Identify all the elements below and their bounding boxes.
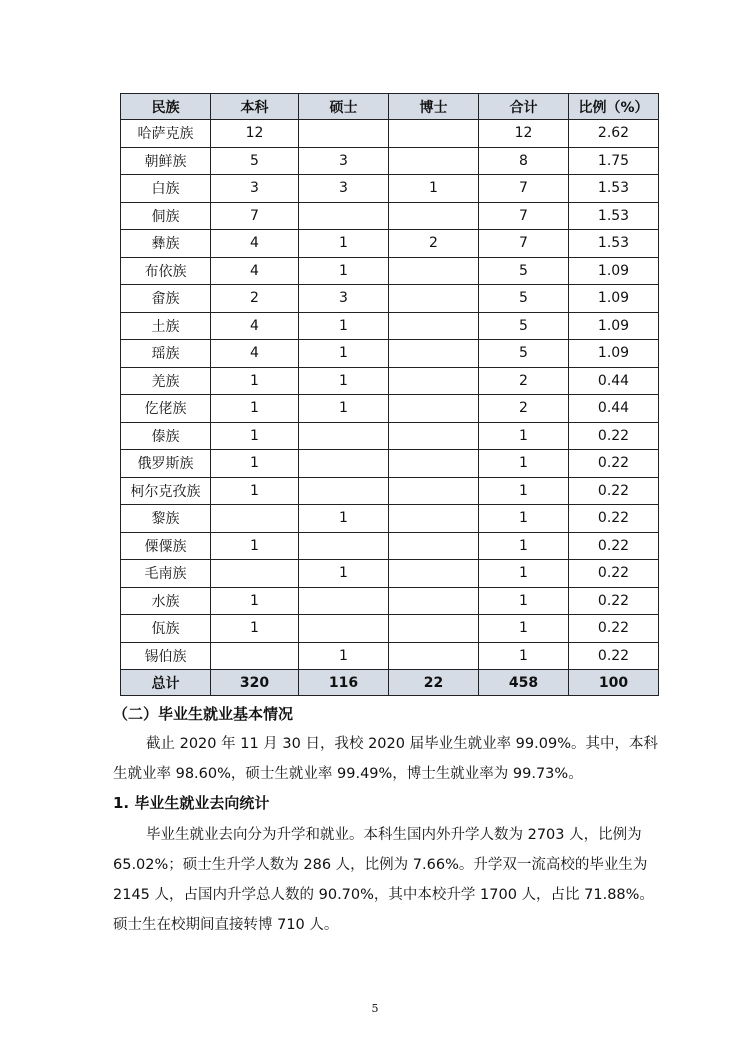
table-cell: 朝鲜族 [121, 147, 211, 175]
total-cell: 100 [569, 670, 659, 696]
table-cell: 1 [211, 587, 299, 615]
table-cell [299, 120, 389, 148]
table-cell: 0.22 [569, 532, 659, 560]
table-row [121, 257, 659, 285]
table-cell: 锡伯族 [121, 642, 211, 670]
table-cell [389, 560, 479, 588]
table-cell: 1 [479, 532, 569, 560]
table-cell: 1.09 [569, 340, 659, 368]
table-cell: 8 [479, 147, 569, 175]
table-cell: 白族 [121, 175, 211, 203]
table-cell: 1 [299, 340, 389, 368]
table-cell: 佤族 [121, 615, 211, 643]
table-cell: 7 [211, 202, 299, 230]
table-header [121, 94, 659, 120]
table-row [121, 120, 659, 148]
table-cell: 1 [211, 477, 299, 505]
table-row [121, 285, 659, 313]
table-cell: 1 [479, 615, 569, 643]
table-cell: 3 [299, 147, 389, 175]
table-cell: 1 [479, 560, 569, 588]
table-cell: 3 [299, 175, 389, 203]
table-cell: 土族 [121, 312, 211, 340]
table-cell: 1 [211, 367, 299, 395]
table-cell: 傈僳族 [121, 532, 211, 560]
table-cell: 7 [479, 202, 569, 230]
table-cell: 1.53 [569, 202, 659, 230]
table-cell: 2 [479, 395, 569, 423]
table-cell [299, 587, 389, 615]
table-cell: 1 [479, 642, 569, 670]
table-cell [389, 120, 479, 148]
ethnic-distribution-table [120, 93, 659, 696]
table-row [121, 340, 659, 368]
table-cell [389, 285, 479, 313]
total-cell: 458 [479, 670, 569, 696]
table-cell [299, 532, 389, 560]
table-cell [211, 560, 299, 588]
table-row [121, 642, 659, 670]
table-cell: 水族 [121, 587, 211, 615]
table-cell: 0.22 [569, 587, 659, 615]
table-cell: 2.62 [569, 120, 659, 148]
table-cell: 1 [211, 422, 299, 450]
paragraph-line: 截止 2020 年 11 月 30 日，我校 2020 届毕业生就业率 99.09%。其中，本科 [146, 736, 658, 752]
column-header: 博士 [389, 94, 479, 120]
table-cell: 1.09 [569, 257, 659, 285]
table-cell [389, 367, 479, 395]
table-row [121, 477, 659, 505]
table-cell: 5 [479, 285, 569, 313]
table-cell: 0.22 [569, 560, 659, 588]
employment-rate-paragraph [113, 729, 663, 789]
table-cell: 1.75 [569, 147, 659, 175]
paragraph-line: 毕业生就业去向分为升学和就业。本科生国内外升学人数为 2703 人，比例为 [146, 827, 642, 843]
header-row [121, 94, 659, 120]
table-cell: 0.22 [569, 450, 659, 478]
table-cell: 0.44 [569, 367, 659, 395]
table-cell: 4 [211, 312, 299, 340]
table-cell: 0.44 [569, 395, 659, 423]
paragraph-line: 生就业率 98.60%，硕士生就业率 99.49%，博士生就业率为 99.73%。 [113, 766, 583, 782]
section-heading: （二）毕业生就业基本情况 [113, 705, 294, 723]
table-row [121, 560, 659, 588]
paragraph-line: 2145 人，占国内升学总人数的 90.70%，其中本校升学 1700 人，占比 71.88%。 [113, 887, 654, 903]
table-cell [389, 587, 479, 615]
table-row [121, 202, 659, 230]
table-cell [299, 615, 389, 643]
table-row [121, 395, 659, 423]
table-row [121, 422, 659, 450]
table-row [121, 230, 659, 258]
table-cell: 1 [299, 395, 389, 423]
table-cell [389, 505, 479, 533]
column-header: 合计 [479, 94, 569, 120]
paragraph-line: 硕士生在校期间直接转博 710 人。 [113, 917, 339, 933]
table-cell [389, 477, 479, 505]
table-cell: 1 [479, 450, 569, 478]
table-cell [389, 532, 479, 560]
table-cell [389, 257, 479, 285]
table-cell: 0.22 [569, 505, 659, 533]
page-number: 5 [371, 1002, 379, 1015]
table-cell: 12 [479, 120, 569, 148]
table-cell: 5 [479, 340, 569, 368]
table-row [121, 505, 659, 533]
table-cell: 5 [479, 257, 569, 285]
table-body [121, 120, 659, 670]
total-cell: 22 [389, 670, 479, 696]
table-cell: 1 [299, 560, 389, 588]
column-header: 硕士 [299, 94, 389, 120]
table-footer [121, 670, 659, 696]
table-row [121, 615, 659, 643]
table-cell: 畲族 [121, 285, 211, 313]
table-row [121, 147, 659, 175]
table-cell: 5 [211, 147, 299, 175]
table-cell [299, 450, 389, 478]
table-cell: 3 [299, 285, 389, 313]
table-cell [389, 642, 479, 670]
table-row [121, 312, 659, 340]
table-cell: 1 [299, 257, 389, 285]
table-cell: 瑶族 [121, 340, 211, 368]
table-cell: 羌族 [121, 367, 211, 395]
table-cell: 1 [211, 532, 299, 560]
table-row [121, 532, 659, 560]
table-cell: 哈萨克族 [121, 120, 211, 148]
table-cell [389, 422, 479, 450]
table-cell: 1 [479, 587, 569, 615]
table-cell: 12 [211, 120, 299, 148]
table-cell: 2 [211, 285, 299, 313]
table-cell: 1 [299, 505, 389, 533]
column-header: 民族 [121, 94, 211, 120]
table-cell [389, 312, 479, 340]
sub-heading: 1. 毕业生就业去向统计 [113, 794, 270, 812]
table-cell [389, 340, 479, 368]
table-cell: 0.22 [569, 422, 659, 450]
table-cell [389, 395, 479, 423]
table-cell: 4 [211, 340, 299, 368]
destination-paragraph [113, 820, 663, 940]
table-cell: 1 [211, 450, 299, 478]
table-cell: 1.53 [569, 230, 659, 258]
table-cell: 柯尔克孜族 [121, 477, 211, 505]
column-header: 本科 [211, 94, 299, 120]
table-cell: 4 [211, 230, 299, 258]
column-header: 比例（%） [569, 94, 659, 120]
table-cell [389, 450, 479, 478]
table-cell: 布依族 [121, 257, 211, 285]
table-row [121, 367, 659, 395]
table-cell: 毛南族 [121, 560, 211, 588]
table-cell: 0.22 [569, 642, 659, 670]
table-cell: 仡佬族 [121, 395, 211, 423]
table-cell: 2 [389, 230, 479, 258]
table-cell [389, 202, 479, 230]
table-cell: 1.53 [569, 175, 659, 203]
table-cell: 0.22 [569, 615, 659, 643]
total-cell: 320 [211, 670, 299, 696]
table-cell: 2 [479, 367, 569, 395]
table-cell: 1 [389, 175, 479, 203]
table-cell: 黎族 [121, 505, 211, 533]
table-cell: 1.09 [569, 312, 659, 340]
table-cell: 7 [479, 175, 569, 203]
total-row [121, 670, 659, 696]
table-cell [211, 505, 299, 533]
total-cell: 总计 [121, 670, 211, 696]
paragraph-line: 65.02%；硕士生升学人数为 286 人，比例为 7.66%。升学双一流高校的毕业生为 [113, 857, 648, 873]
table-cell: 1 [299, 312, 389, 340]
table-cell [299, 202, 389, 230]
table-cell: 1 [211, 615, 299, 643]
table-row [121, 450, 659, 478]
table-cell [211, 642, 299, 670]
table-cell: 1 [299, 230, 389, 258]
table-cell [389, 615, 479, 643]
table-cell: 俄罗斯族 [121, 450, 211, 478]
table-cell: 1 [299, 367, 389, 395]
table-cell: 5 [479, 312, 569, 340]
table-cell: 侗族 [121, 202, 211, 230]
table-cell: 1 [299, 642, 389, 670]
table-cell: 1 [479, 505, 569, 533]
table-cell [299, 477, 389, 505]
table-cell: 0.22 [569, 477, 659, 505]
table-cell: 1 [479, 477, 569, 505]
table-row [121, 587, 659, 615]
table-cell [299, 422, 389, 450]
table-cell: 1.09 [569, 285, 659, 313]
table-cell: 1 [211, 395, 299, 423]
table-cell: 彝族 [121, 230, 211, 258]
table-cell: 7 [479, 230, 569, 258]
table-row [121, 175, 659, 203]
table-cell [389, 147, 479, 175]
total-cell: 116 [299, 670, 389, 696]
table-cell: 傣族 [121, 422, 211, 450]
table-cell: 3 [211, 175, 299, 203]
table-cell: 4 [211, 257, 299, 285]
table-cell: 1 [479, 422, 569, 450]
